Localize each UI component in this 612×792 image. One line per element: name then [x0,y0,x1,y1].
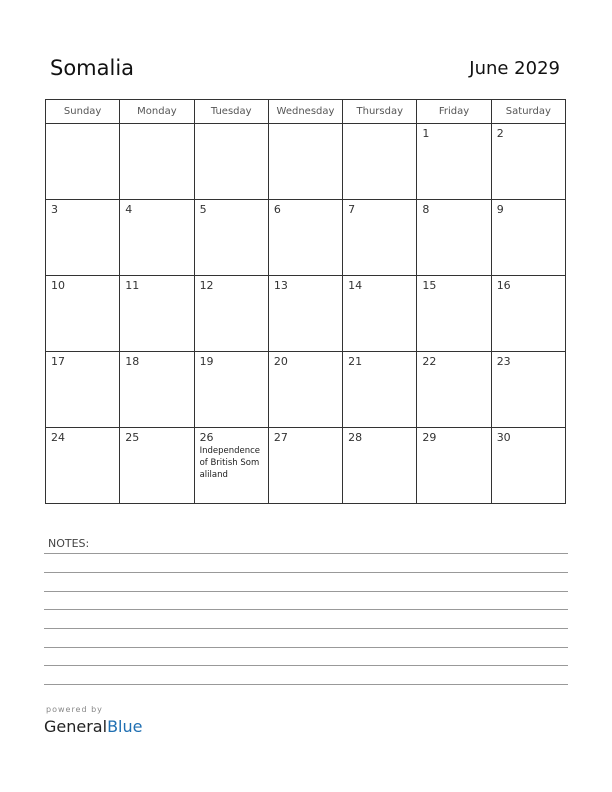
day-number: 19 [199,355,214,368]
day-number: 15 [422,279,437,292]
week-row [46,428,566,504]
day-cell [491,352,565,428]
day-number: 9 [496,203,504,216]
day-cell [268,200,342,276]
day-number: 28 [348,431,363,444]
day-number: 12 [199,279,214,292]
holiday-label: Independence of British Somaliland [199,446,261,480]
day-cell [268,124,342,200]
country-title: Somalia [50,56,135,80]
month-year-title: June 2029 [469,58,560,79]
day-number: 14 [348,279,363,292]
day-cell [417,124,491,200]
week-row [46,276,566,352]
day-number: 8 [422,203,430,216]
weekday-header: Thursday [343,100,417,124]
day-cell [343,276,417,352]
day-cell [46,276,120,352]
day-number: 7 [348,203,356,216]
day-cell [120,276,194,352]
day-cell [46,352,120,428]
weekday-header: Friday [417,100,491,124]
day-cell [46,200,120,276]
day-number: 23 [496,355,511,368]
powered-by-text: powered by [46,705,103,714]
notes-line [44,628,568,629]
day-cell [120,352,194,428]
day-number: 25 [125,431,140,444]
day-number: 30 [496,431,511,444]
calendar-grid [45,99,566,504]
day-cell [417,200,491,276]
day-cell [120,428,194,504]
week-row [46,124,566,200]
day-number: 27 [273,431,288,444]
day-cell [343,200,417,276]
day-cell [417,276,491,352]
weekday-header: Sunday [46,100,120,124]
week-row [46,200,566,276]
day-number: 29 [422,431,437,444]
week-row [46,352,566,428]
day-cell [120,200,194,276]
day-number: 3 [51,203,58,216]
day-number: 13 [273,279,288,292]
day-cell [194,428,268,504]
notes-label: NOTES: [48,537,90,550]
day-number: 11 [125,279,140,292]
day-number: 21 [348,355,363,368]
day-cell [268,352,342,428]
day-number: 10 [51,279,65,292]
day-number: 16 [496,279,511,292]
day-cell [491,124,565,200]
day-number: 4 [125,203,133,216]
day-cell [194,124,268,200]
notes-line [44,591,568,592]
day-cell [491,200,565,276]
brand-blue: Blue [107,717,143,736]
day-number: 18 [125,355,140,368]
day-cell [343,428,417,504]
weekday-header: Saturday [491,100,565,124]
day-number: 22 [422,355,437,368]
weekday-header: Monday [120,100,194,124]
day-cell [268,276,342,352]
notes-line [44,684,568,685]
day-number: 2 [496,127,504,140]
brand-general: General [44,717,108,736]
notes-line [44,665,568,666]
day-cell [194,276,268,352]
day-number: 5 [199,203,207,216]
notes-line [44,572,568,573]
weekday-header: Tuesday [194,100,268,124]
day-cell [46,428,120,504]
weekday-header: Wednesday [268,100,342,124]
day-cell [343,352,417,428]
day-cell [417,352,491,428]
day-cell [491,276,565,352]
day-cell [268,428,342,504]
day-number: 6 [273,203,281,216]
day-number: 24 [51,431,65,444]
day-number: 1 [422,127,430,140]
day-number: 26 [199,431,214,444]
day-cell [46,124,120,200]
notes-line [44,609,568,610]
day-number: 20 [273,355,288,368]
day-cell [417,428,491,504]
day-cell [343,124,417,200]
day-cell [120,124,194,200]
day-cell [491,428,565,504]
brand-logo [44,717,142,736]
notes-line [44,553,568,554]
day-cell [194,200,268,276]
weekday-header-row [46,100,566,124]
notes-line [44,647,568,648]
day-cell [194,352,268,428]
day-number: 17 [51,355,65,368]
